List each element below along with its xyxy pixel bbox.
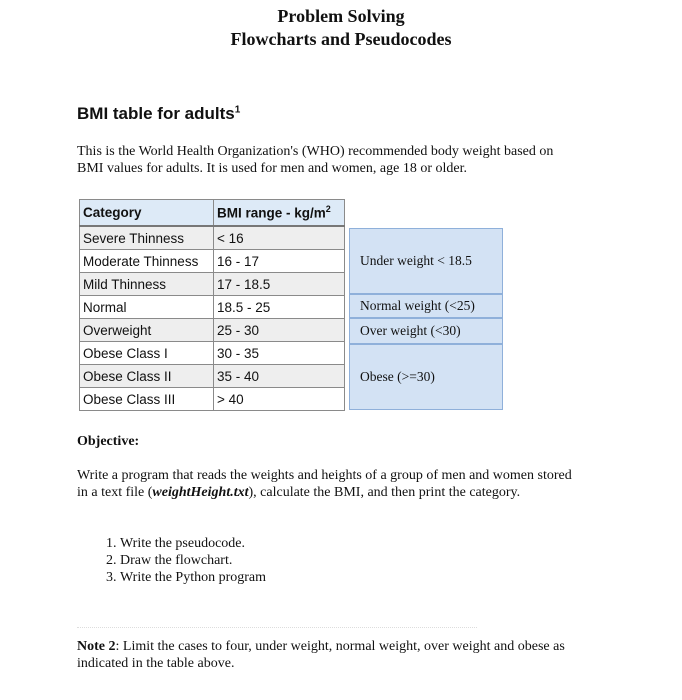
category-cell: Severe Thinness — [80, 226, 214, 250]
step-item: 3. Write the Python program — [120, 569, 266, 586]
category-cell: Obese Class I — [80, 342, 214, 365]
category-cell: Normal — [80, 296, 214, 319]
filename: weightHeight.txt — [152, 485, 249, 500]
objective-text: Write a program that reads the weights and heights of a group of men and women stored in a text file (weightHeight.txt), calculate the BMI, and then print the category. — [77, 468, 572, 500]
table-row — [80, 388, 345, 411]
category-cell: Mild Thinness — [80, 273, 214, 296]
footnote-mark: 1 — [234, 104, 241, 116]
bmi-range-cell: < 16 — [214, 226, 345, 250]
table-row — [80, 296, 345, 319]
bmi-range-cell: > 40 — [214, 388, 345, 411]
step-item: 2. Draw the flowchart. — [120, 552, 266, 569]
category-cell: Overweight — [80, 319, 214, 342]
bmi-range-cell: 30 - 35 — [214, 342, 345, 365]
bmi-table — [79, 199, 345, 411]
steps-list — [82, 535, 266, 586]
header-category: Category — [80, 200, 214, 227]
table-row — [80, 273, 345, 296]
category-cell: Moderate Thinness — [80, 250, 214, 273]
category-cell: Obese Class III — [80, 388, 214, 411]
step-item: 1. Write the pseudocode. — [120, 535, 266, 552]
group-normal: Normal weight (<25) — [349, 294, 503, 318]
section-heading — [77, 104, 240, 124]
bmi-range-cell: 18.5 - 25 — [214, 296, 345, 319]
intro-paragraph: This is the World Health Organization's (WHO) recommended body weight based on BMI values for adults. It is used for men and women, age 18 or older. — [77, 144, 554, 176]
bmi-range-cell: 16 - 17 — [214, 250, 345, 273]
doc-subtitle: Flowcharts and Pseudocodes — [230, 29, 452, 49]
objective-label: Objective: — [77, 434, 140, 449]
bmi-range-cell: 17 - 18.5 — [214, 273, 345, 296]
group-obese: Obese (>=30) — [349, 344, 503, 410]
group-underweight: Under weight < 18.5 — [349, 228, 503, 294]
table-row — [80, 342, 345, 365]
table-row — [80, 226, 345, 250]
divider — [77, 627, 477, 628]
note-paragraph: Note 2: Limit the cases to four, under weight, normal weight, over weight and obese as indicated in the table above. — [77, 639, 565, 671]
table-header-row — [80, 200, 345, 227]
header-bmi-range: BMI range - $kg/m^2$ — [214, 200, 345, 227]
table-row — [80, 250, 345, 273]
table-row — [80, 365, 345, 388]
table-row — [80, 319, 345, 342]
bmi-range-cell: 35 - 40 — [214, 365, 345, 388]
category-cell: Obese Class II — [80, 365, 214, 388]
group-overweight: Over weight (<30) — [349, 318, 503, 344]
heading-text: BMI table for adults — [77, 104, 235, 123]
doc-title: Problem Solving — [277, 6, 405, 26]
bmi-range-cell: 25 - 30 — [214, 319, 345, 342]
